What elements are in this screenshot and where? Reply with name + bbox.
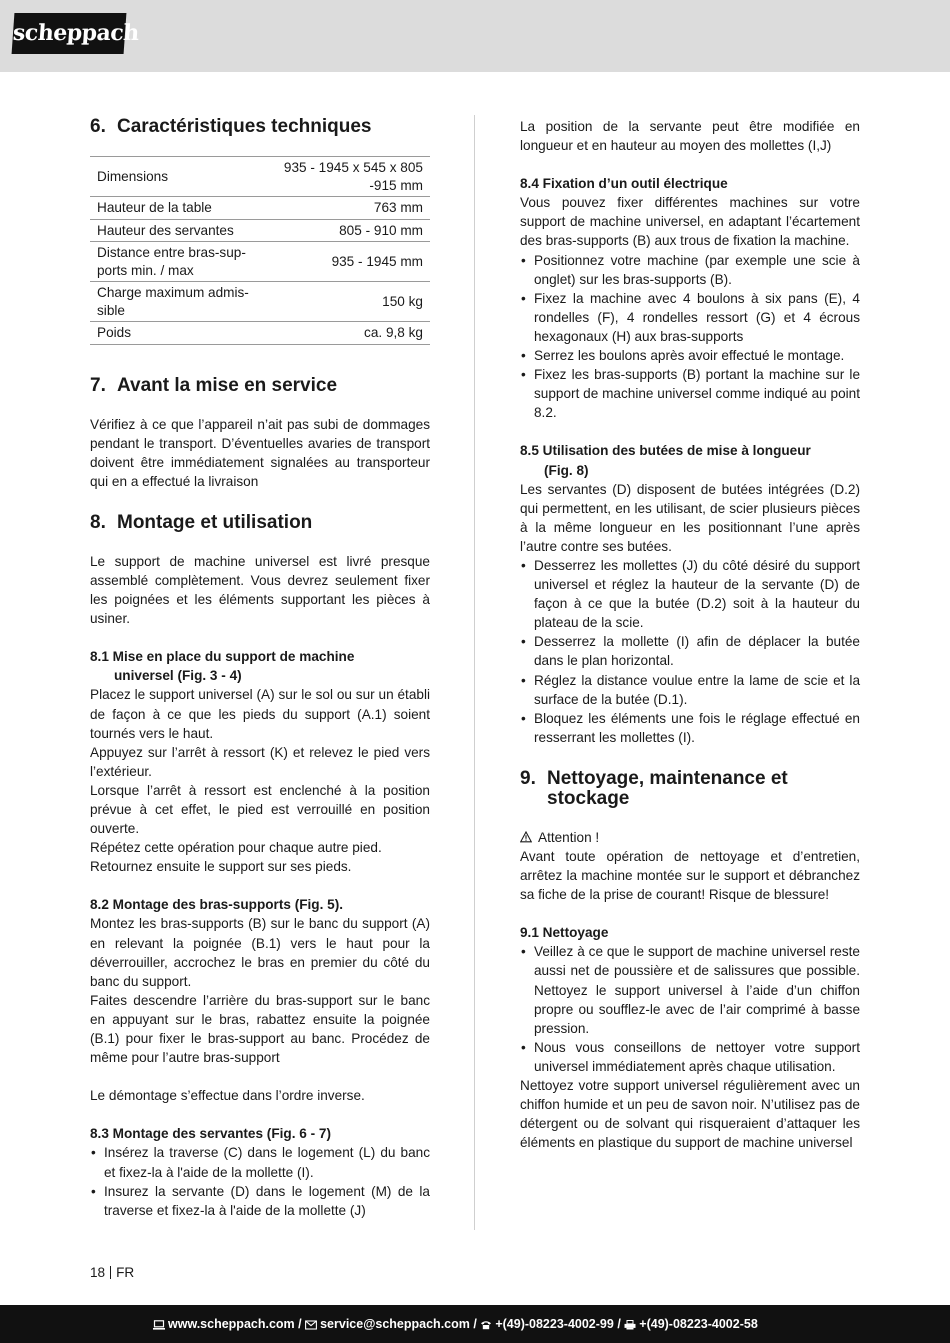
attention-line <box>520 828 860 847</box>
subsection-8-1-heading: 8.1 Mise en place du support de machine universel (Fig. 3 - 4) <box>90 649 355 684</box>
phone-number: +(49)-08223-4002-99 <box>495 1317 614 1331</box>
spec-row <box>90 219 430 242</box>
page-separator <box>110 1266 111 1279</box>
paragraph: La position de la servante peut être modifiée en longueur et en hauteur au moyen des mollettes (I,J) <box>520 119 860 154</box>
spec-label: Hauteur de la table <box>90 197 269 220</box>
fax-number: +(49)-08223-4002-58 <box>639 1317 758 1331</box>
spec-value: ca. 9,8 kg <box>269 322 430 345</box>
spec-value: 805 - 910 mm <box>269 219 430 242</box>
spec-label: Charge maximum admis-sible <box>90 282 269 322</box>
brand-logo: scheppach <box>12 13 127 54</box>
list-item: • Desserrez les mollettes (J) du côté désiré du support universel et réglez la hauteur de la servante (D) de façon à ce que la butée (D.2) soit à la hauteur du plateau de la scie. <box>520 556 860 632</box>
spec-label: Distance entre bras-sup-ports min. / max <box>90 242 269 282</box>
list-item: • Nous vous conseillons de nettoyer votre support universel immédiatement après chaque utilisation. <box>520 1038 860 1076</box>
spec-row <box>90 157 430 197</box>
paragraph: Les servantes (D) disposent de butées intégrées (D.2) qui permettent, en les utilisant, de scier plusieurs pièces à la même longueur en les positionnant l’une après l’autre contre ses butées. <box>520 481 860 554</box>
subsection-8-3-heading: 8.3 Montage des servantes (Fig. 6 - 7) <box>90 1126 331 1142</box>
fax-icon <box>624 1320 636 1330</box>
spec-value: 935 - 1945 mm <box>269 242 430 282</box>
paragraph: Placez le support universel (A) sur le sol ou sur un établi de façon à ce que les pieds du support (A.1) soient tournés vers le haut. <box>90 687 430 741</box>
spec-row <box>90 322 430 345</box>
list-item: • Fixez les bras-supports (B) portant la machine sur le support de machine universel comme indiqué au point 8.2. <box>520 365 860 422</box>
subsection-9-1-heading: 9.1 Nettoyage <box>520 925 609 941</box>
left-column <box>90 117 430 1220</box>
spec-label: Poids <box>90 322 269 345</box>
section-8-heading: 8. Montage et utilisation <box>90 511 313 533</box>
website-link[interactable]: www.scheppach.com <box>168 1317 295 1331</box>
column-divider <box>474 115 475 1230</box>
bullet-list <box>520 556 860 747</box>
section-8-intro: Le support de machine universel est livré presque assemblé complètement. Vous devrez seulement fixer les poignées et les éléments supportant les pièces à usiner. <box>90 553 430 627</box>
email-link[interactable]: service@scheppach.com <box>320 1317 470 1331</box>
section-6-heading: 6. Caractéristiques techniques <box>90 116 372 137</box>
paragraph: Montez les bras-supports (B) sur le banc du support (A) en relevant la poignée (B.1) vers le haut pour la déverrouiller, accrochez le bras en premier du côté du banc du support. <box>90 916 430 989</box>
spec-label: Dimensions <box>90 157 269 197</box>
list-item: • Bloquez les éléments une fois le réglage effectué en resserrant les mollettes (I). <box>520 709 860 747</box>
list-item: • Serrez les boulons après avoir effectué le montage. <box>520 346 860 365</box>
bullet-list <box>520 942 860 1076</box>
right-column <box>520 117 860 1152</box>
paragraph: Appuyez sur l’arrêt à ressort (K) et relevez le pied vers l’extérieur. <box>90 744 430 779</box>
spec-value: 935 - 1945 x 545 x 805 -915 mm <box>269 157 430 197</box>
list-item: • Réglez la distance voulue entre la lame de scie et la surface de la butée (D.1). <box>520 671 860 709</box>
computer-icon <box>153 1320 165 1330</box>
list-item: • Insérez la traverse (C) dans le logement (L) du banc et fixez-la à l'aide de la mollette (I). <box>90 1143 430 1181</box>
attention-label: Attention ! <box>538 829 600 845</box>
paragraph: Vous pouvez fixer différentes machines sur votre support de machine universel, en adaptant l’écartement des bras-supports (B) aux trous de fixation la machine. <box>520 195 860 249</box>
list-item: • Fixez la machine avec 4 boulons à six pans (E), 4 rondelles (F), 4 rondelles ressort (G) et 4 écrous hexagonaux (H) aux bras-supports <box>520 289 860 346</box>
phone-icon <box>480 1320 492 1330</box>
section-7-text: Vérifiez à ce que l’appareil n’ait pas subi de dommages pendant le transport. D’éventuelles avaries de transport doivent être immédiatement signalées au transporteur qui en a effectué la livraison <box>90 416 430 489</box>
paragraph: Retournez ensuite le support sur ses pieds. <box>90 859 352 875</box>
spec-value: 150 kg <box>269 282 430 322</box>
header-band <box>0 0 950 72</box>
paragraph: Nettoyez votre support universel régulièrement avec un chiffon humide et un peu de savon noir. N’utilisez pas de détergent ou de solvant qui risqueraient d’attaquer les éléments en plastique du support de machine universel <box>520 1078 860 1151</box>
subsection-8-2-heading: 8.2 Montage des bras-supports (Fig. 5). <box>90 897 344 913</box>
spec-table <box>90 156 430 345</box>
warning-text: Avant toute opération de nettoyage et d’entretien, arrêtez la machine montée sur le support et débranchez sa fiche de la prise de courant! Risque de blessure! <box>520 849 860 903</box>
section-9-heading: 9. Nettoyage, maintenance et stockage <box>520 767 788 809</box>
list-item: • Veillez à ce que le support de machine universel reste aussi net de poussière et de salissures que possible. Nettoyez le support universel à l’aide d’un chiffon propre ou soufflez-le avec de l’air comprimé à basse pression. <box>520 942 860 1037</box>
paragraph: Lorsque l’arrêt à ressort est enclenché à la position prévue à cet effet, le pied est verrouillé en position ouverte. <box>90 782 430 837</box>
spec-row <box>90 282 430 322</box>
subsection-8-5-heading: 8.5 Utilisation des butées de mise à longueur (Fig. 8) <box>520 443 811 478</box>
warning-icon <box>520 831 532 843</box>
spec-label: Hauteur des servantes <box>90 219 269 242</box>
footer-contacts: www.scheppach.com / service@scheppach.com / +(49)-08223-4002-99 / +(49)-08223-4002-58 <box>153 1305 758 1343</box>
paragraph: Faites descendre l’arrière du bras-support sur le banc en appuyant sur le bras, rabattez ensuite la poignée (B.1) pour fixer le bras-support au banc. Procédez de même pour l’autre bras-support <box>90 992 430 1066</box>
spec-row <box>90 197 430 220</box>
email-icon <box>305 1320 317 1330</box>
bullet-list <box>90 1143 430 1219</box>
paragraph: Le démontage s’effectue dans l’ordre inverse. <box>90 1088 365 1104</box>
list-item: • Desserrez la mollette (I) afin de déplacer la butée dans le plan horizontal. <box>520 632 860 670</box>
page-number: 18 FR <box>90 1265 135 1280</box>
section-7-heading: 7. Avant la mise en service <box>90 374 338 396</box>
spec-value: 763 mm <box>269 197 430 220</box>
list-item: • Insurez la servante (D) dans le logement (M) de la traverse et fixez-la à l'aide de la mollette (J) <box>90 1182 430 1220</box>
paragraph: Répétez cette opération pour chaque autre pied. <box>90 840 382 856</box>
list-item: • Positionnez votre machine (par exemple une scie à onglet) sur les bras-supports (B). <box>520 251 860 289</box>
footer-bar <box>0 1305 950 1343</box>
spec-row <box>90 242 430 282</box>
subsection-8-4-heading: 8.4 Fixation d’un outil électrique <box>520 176 728 192</box>
bullet-list <box>520 251 860 423</box>
